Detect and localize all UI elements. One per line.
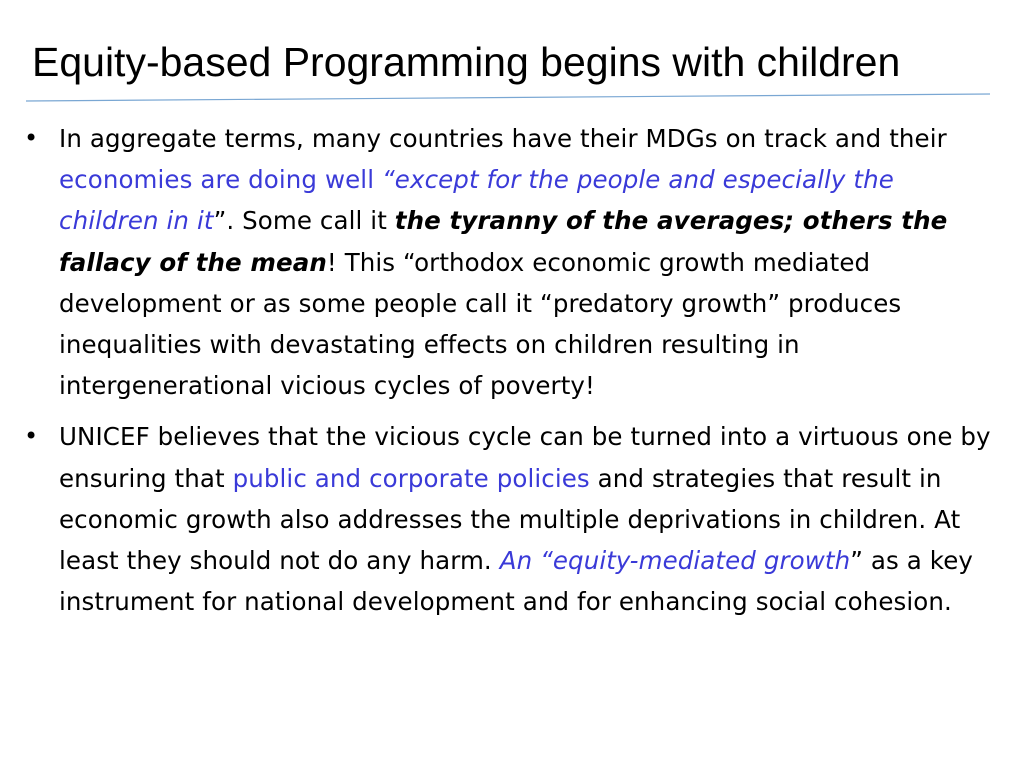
highlighted-text-run: public and corporate policies (232, 463, 590, 493)
text-run: UNICEF believes that the vicious cycle can be turned into a virtuous one by ensuring that (59, 422, 991, 493)
bullet-list (24, 118, 996, 622)
text-run: ”. Some call it (213, 206, 395, 236)
text-run: and strategies that result in economic growth also addresses the multiple deprivations in children. At least they should not do any harm. (59, 463, 961, 576)
bullet-dot-icon: • (24, 124, 39, 152)
bullet-item-aggregate-terms (24, 118, 996, 406)
bullet-text (59, 124, 947, 400)
title-divider-line (26, 93, 990, 103)
bullet-dot-icon: • (24, 422, 39, 451)
slide-title: Equity-based Programming begins with children (32, 39, 901, 85)
highlighted-quote-run: An “equity-mediated growth (499, 546, 851, 576)
emphasized-text-run: the tyranny of the averages; others the fallacy of the mean (59, 206, 948, 277)
highlighted-quote-run: “except for the people and especially the children in it (59, 165, 894, 236)
bullet-text (59, 422, 991, 616)
highlighted-text-run: economies are doing well (59, 165, 382, 195)
bullet-item-unicef-believes (24, 416, 996, 622)
text-run: ” as a key instrument for national development and for enhancing social cohesion. (59, 546, 973, 617)
text-run: In aggregate terms, many countries have their MDGs on track and their (59, 124, 947, 153)
text-run: ! This “orthodox economic growth mediated development or as some people call it “predatory growth” produces inequalities with devastating effects on children resulting in intergenerational vicious cycles of poverty! (59, 247, 902, 401)
